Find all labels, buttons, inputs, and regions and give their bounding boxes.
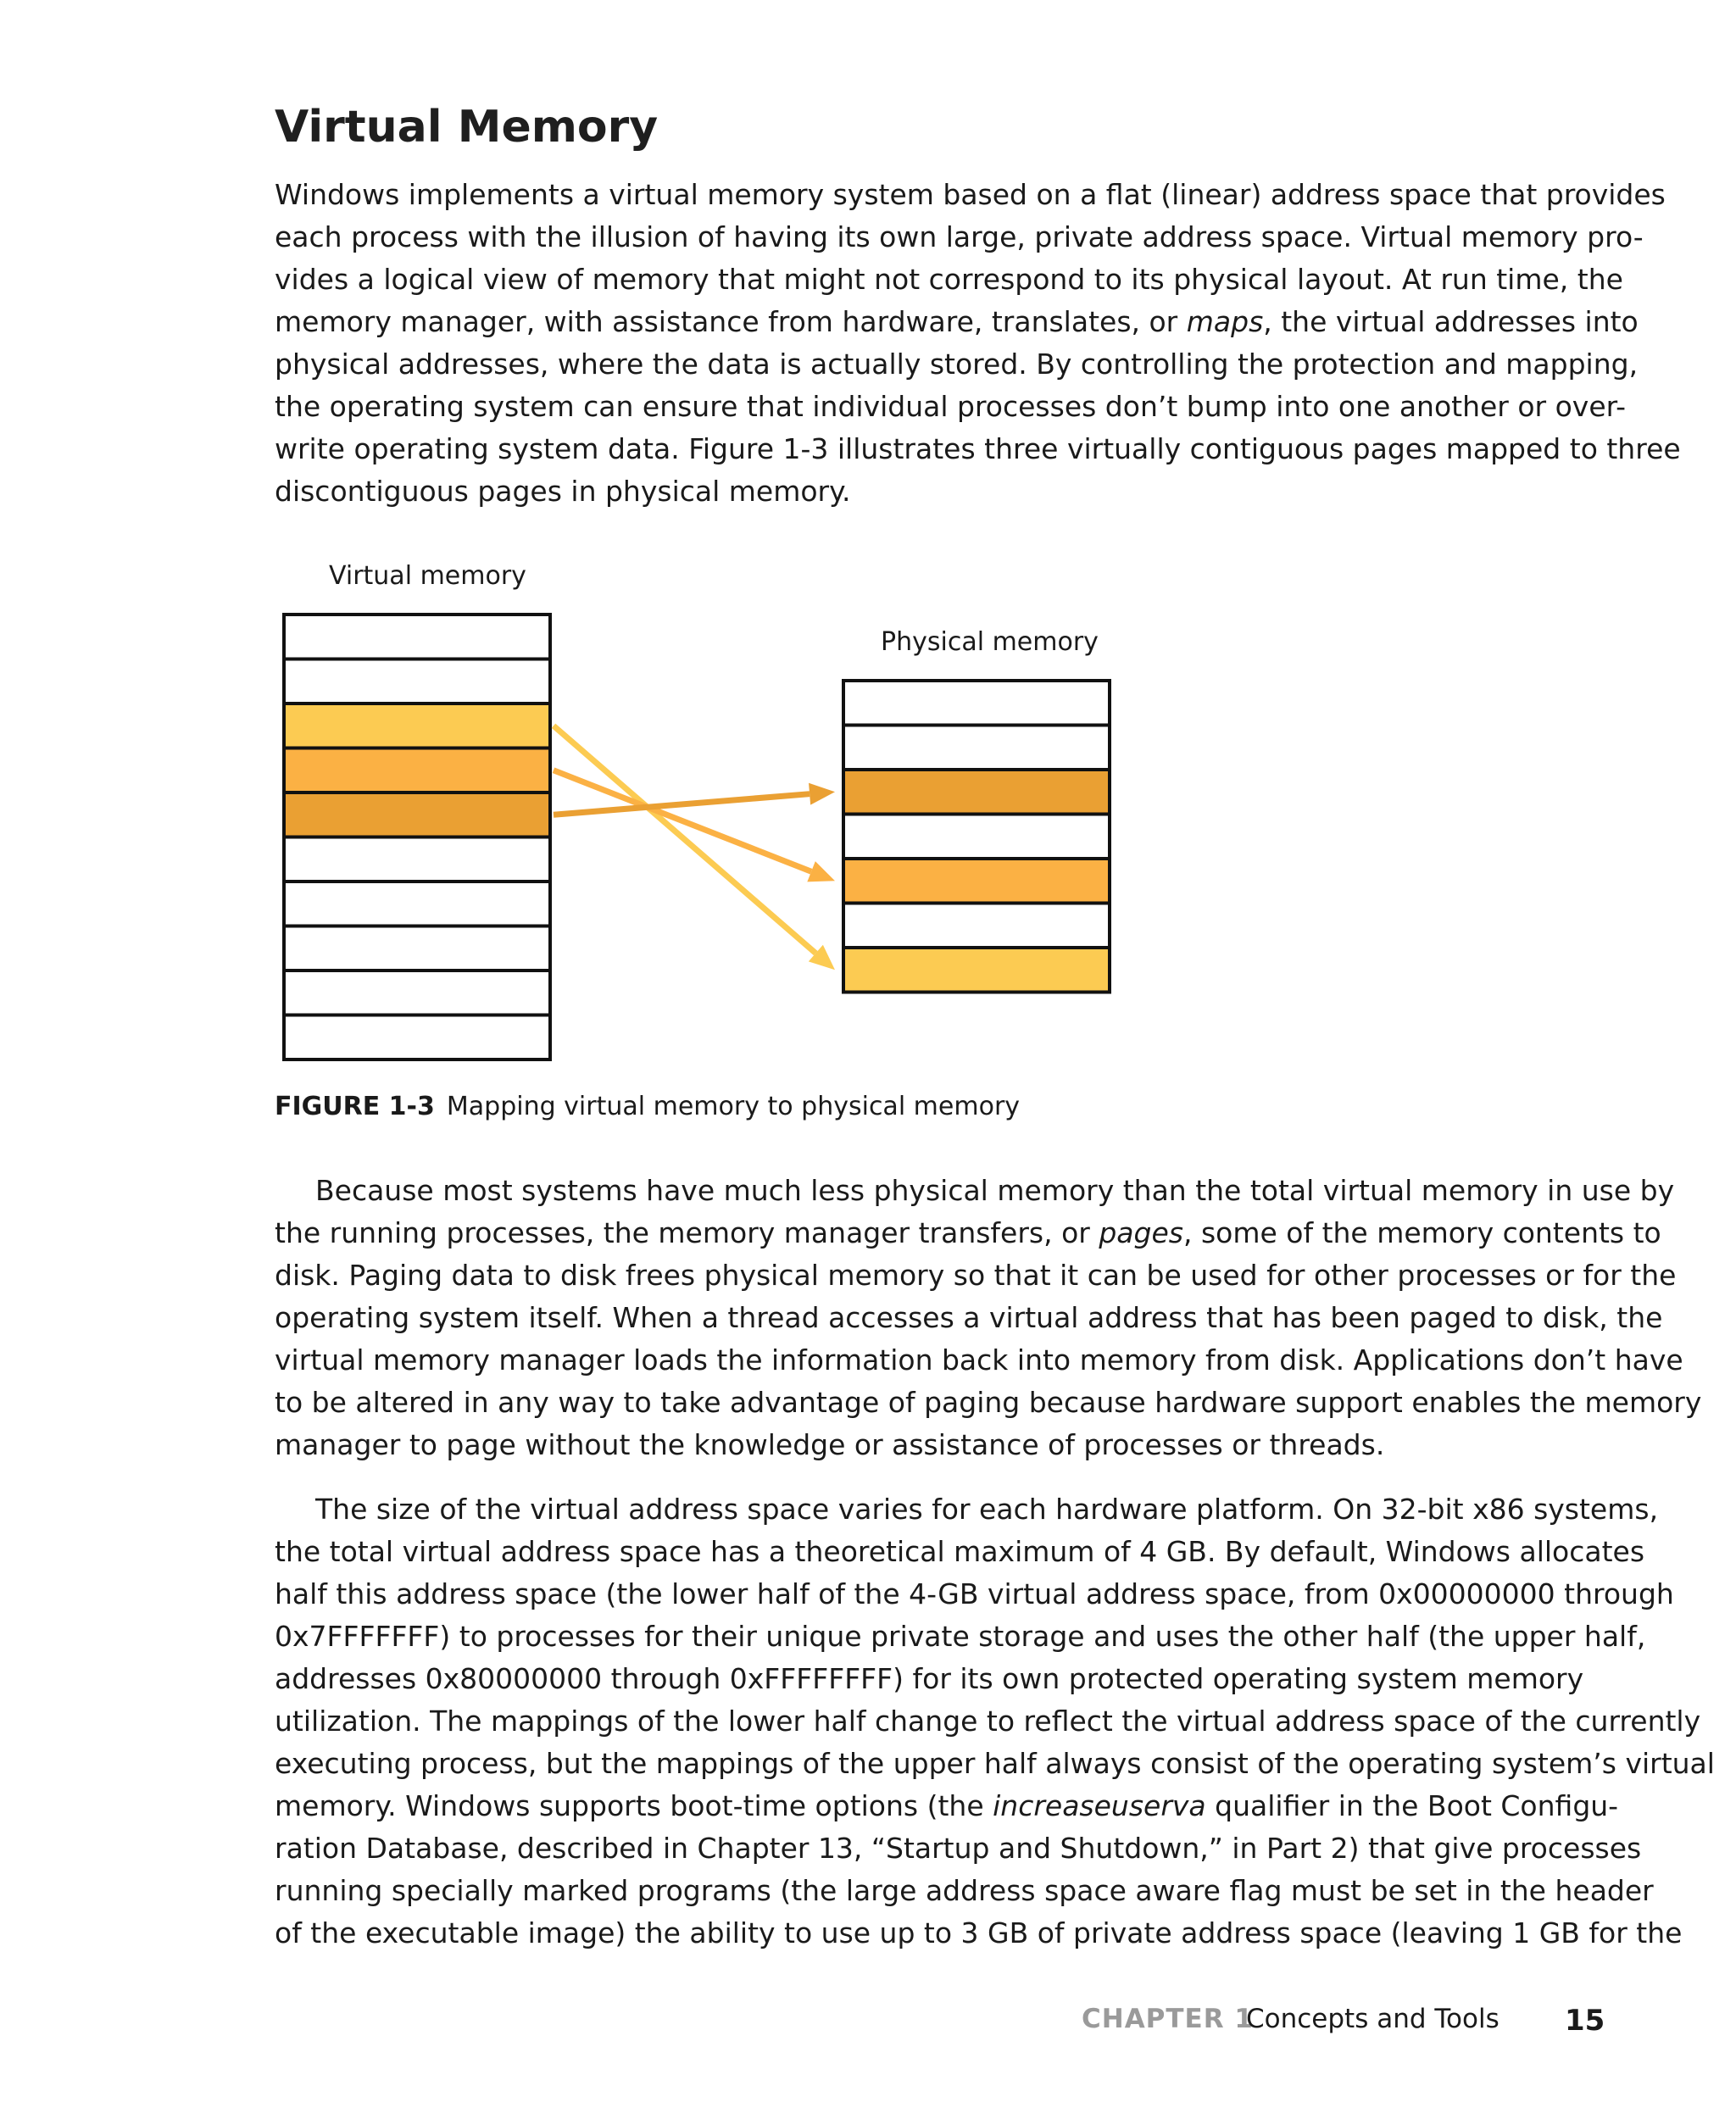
text-line: The size of the virtual address space varies for each hardware platform. On 32-bit x86 systems, bbox=[315, 1493, 1659, 1526]
text-line: physical addresses, where the data is actually stored. By controlling the protection and mapping, bbox=[275, 348, 1639, 381]
paragraph-address-space bbox=[275, 1488, 1715, 1955]
physical-memory-stack bbox=[843, 681, 1110, 993]
text-line: utilization. The mappings of the lower half change to reflect the virtual address space of the currently bbox=[275, 1705, 1701, 1738]
text-line: Because most systems have much less physical memory than the total virtual memory in use by bbox=[315, 1174, 1675, 1207]
virtual-page-4-dark bbox=[284, 793, 550, 837]
text-line: memory. Windows supports boot-time options (the increaseuserva qualifier in the Boot Configu- bbox=[275, 1789, 1619, 1822]
virtual-page-3-medium bbox=[284, 748, 550, 793]
page-number: 15 bbox=[1565, 2004, 1605, 2038]
text-line: Windows implements a virtual memory system based on a flat (linear) address space that provides bbox=[275, 178, 1666, 211]
text-line: manager to page without the knowledge or assistance of processes or threads. bbox=[275, 1428, 1385, 1461]
footer-chapter-title: Concepts and Tools bbox=[1246, 2004, 1500, 2034]
virtual-page-5 bbox=[284, 837, 550, 882]
virtual-page-7 bbox=[284, 926, 550, 971]
virtual-page-6 bbox=[284, 882, 550, 926]
figure-number: FIGURE 1-3 bbox=[275, 1092, 435, 1121]
virtual-page-0 bbox=[284, 615, 550, 659]
text-line: of the executable image) the ability to use up to 3 GB of private address space (leaving 1 GB for the bbox=[275, 1916, 1683, 1949]
mapping-arrow-line-1 bbox=[554, 770, 811, 872]
physical-page-3 bbox=[843, 815, 1110, 859]
physical-page-5 bbox=[843, 904, 1110, 948]
paragraph-paging bbox=[275, 1170, 1702, 1466]
virtual-page-1 bbox=[284, 659, 550, 704]
text-line: the running processes, the memory manager transfers, or pages, some of the memory contents to bbox=[275, 1216, 1661, 1249]
text-line: vides a logical view of memory that might not correspond to its physical layout. At run time, the bbox=[275, 263, 1623, 296]
mapping-arrows bbox=[554, 726, 835, 970]
mapping-arrow-head-1 bbox=[807, 861, 835, 882]
virtual-page-9 bbox=[284, 1015, 550, 1060]
text-line: write operating system data. Figure 1-3 illustrates three virtually contiguous pages mapped to three bbox=[275, 432, 1681, 465]
text-line: 0x7FFFFFFF) to processes for their unique private storage and uses the other half (the upper half, bbox=[275, 1620, 1646, 1653]
term-increaseuserva: increaseuserva bbox=[993, 1789, 1206, 1822]
text-line: the total virtual address space has a theoretical maximum of 4 GB. By default, Windows allocates bbox=[275, 1535, 1645, 1568]
text-line: discontiguous pages in physical memory. bbox=[275, 475, 851, 508]
term-maps: maps bbox=[1186, 305, 1264, 338]
text-line: operating system itself. When a thread accesses a virtual address that has been paged to disk, the bbox=[275, 1301, 1663, 1334]
term-pages: pages bbox=[1099, 1216, 1183, 1249]
physical-page-1 bbox=[843, 726, 1110, 770]
physical-page-0 bbox=[843, 681, 1110, 726]
section-heading: Virtual Memory bbox=[275, 102, 659, 153]
virtual-page-8 bbox=[284, 971, 550, 1015]
text-line: to be altered in any way to take advantage of paging because hardware support enables the memory bbox=[275, 1386, 1702, 1419]
text-line: memory manager, with assistance from hardware, translates, or maps, the virtual addresses into bbox=[275, 305, 1639, 338]
mapping-arrow-line-0 bbox=[554, 726, 815, 953]
figure-caption bbox=[275, 1092, 1020, 1121]
figure-caption-text: Mapping virtual memory to physical memory bbox=[446, 1092, 1021, 1121]
text-line: the operating system can ensure that individual processes don’t bump into one another or over- bbox=[275, 390, 1626, 423]
virtual-memory-label: Virtual memory bbox=[329, 561, 526, 591]
virtual-memory-stack bbox=[284, 615, 550, 1060]
text-line: executing process, but the mappings of the upper half always consist of the operating system’s virtual bbox=[275, 1747, 1715, 1780]
text-line: disk. Paging data to disk frees physical memory so that it can be used for other processes or for the bbox=[275, 1259, 1677, 1292]
virtual-page-2-light bbox=[284, 704, 550, 748]
physical-memory-label: Physical memory bbox=[881, 627, 1099, 657]
text-line: ration Database, described in Chapter 13, “Startup and Shutdown,” in Part 2) that give processes bbox=[275, 1832, 1642, 1865]
mapping-arrow-line-2 bbox=[554, 794, 810, 815]
text-line: addresses 0x80000000 through 0xFFFFFFFF) for its own protected operating system memory bbox=[275, 1662, 1584, 1695]
text-line: running specially marked programs (the large address space aware flag must be set in the header bbox=[275, 1874, 1654, 1907]
text-line: each process with the illusion of having its own large, private address space. Virtual memory pro- bbox=[275, 220, 1644, 253]
physical-page-2-dark bbox=[843, 770, 1110, 815]
text-line: virtual memory manager loads the information back into memory from disk. Applications don’t have bbox=[275, 1343, 1683, 1377]
physical-page-4-medium bbox=[843, 859, 1110, 904]
mapping-arrow-head-2 bbox=[809, 783, 835, 805]
footer-chapter-label: CHAPTER 1 bbox=[1082, 2004, 1254, 2034]
physical-page-6-light bbox=[843, 948, 1110, 993]
text-line: half this address space (the lower half of the 4-GB virtual address space, from 0x00000000 through bbox=[275, 1577, 1674, 1610]
